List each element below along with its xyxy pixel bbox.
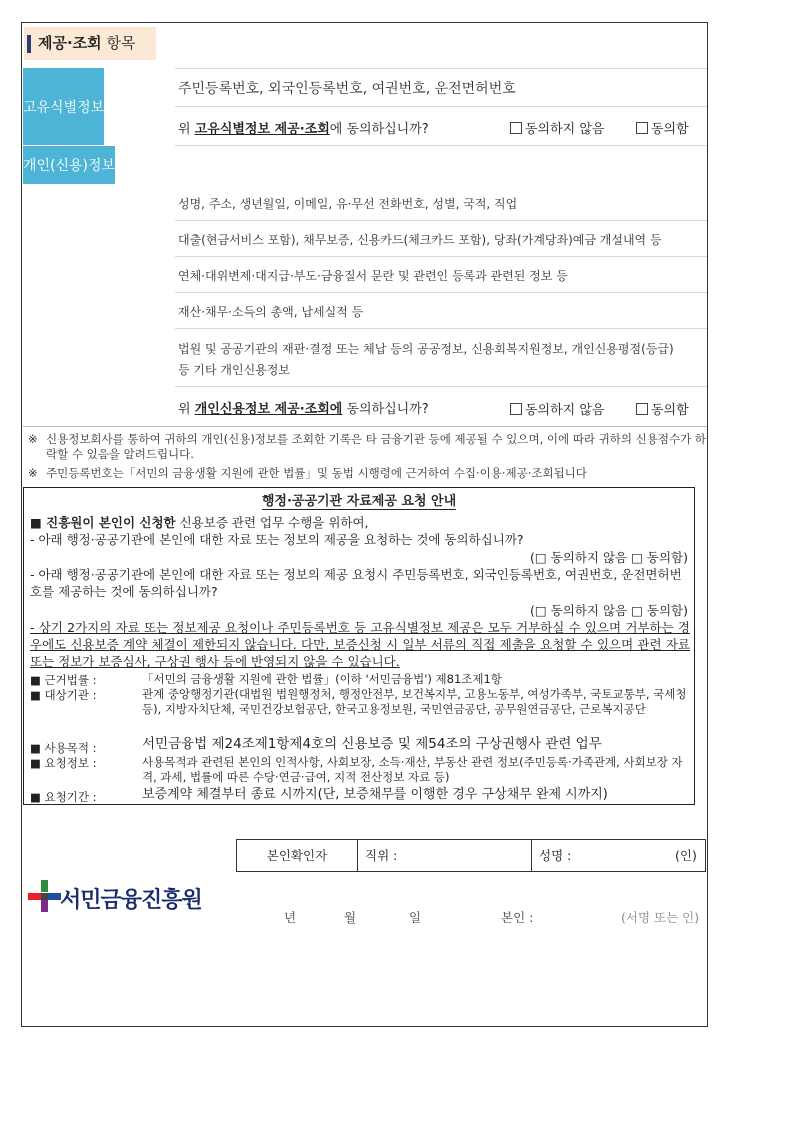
title-bar <box>27 35 31 53</box>
field-value-requested-info: 사용목적과 관련된 본인의 인적사항, 사회보장, 소득·재산, 부동산 관련 정보(주민등록·가족관계, 사회보장 자격, 과세, 법률에 따른 수당·연금·급여, 지적 전산정보 자료 등) <box>142 755 683 784</box>
position-field[interactable]: 직위 : <box>365 848 398 863</box>
unique-id-question: 위 고유식별정보 제공·조회에 동의하십니까? <box>178 122 429 137</box>
field-label-agencies: ■ 대상기관 : <box>30 688 97 702</box>
divider <box>23 426 707 427</box>
section-title <box>24 27 156 60</box>
row-label-credit-judgement: 신용도판단정보 <box>57 265 160 283</box>
name-field[interactable]: 성명 : <box>539 848 572 863</box>
unique-disagree-checkbox[interactable]: 동의하지 않음 <box>510 118 604 137</box>
row-label-credit-trade: 신용거래정보 <box>57 229 147 247</box>
logo-text: 서민금융진흥원 <box>60 888 202 913</box>
date-day-label[interactable]: 일 <box>409 910 422 925</box>
identity-confirmer-label: 본인확인자 <box>266 848 328 863</box>
divider <box>175 292 707 293</box>
guide-question-2: - 아래 행정·공공기관에 본인에 대한 자료 또는 정보의 제공 요청시 주민등록번호, 외국인등록번호, 여권번호, 운전면허번호를 제공하는 것에 동의하십니까? <box>30 567 682 599</box>
divider <box>175 328 707 329</box>
personal-info-label: 개인(신용)정보 <box>23 146 115 184</box>
section-title-bold: 제공·조회 <box>38 34 102 52</box>
field-value-purpose: 서민금융법 제24조제1항제4호의 신용보증 및 제54조의 구상권행사 관련 업무 <box>142 736 602 752</box>
seal-mark: (인) <box>675 848 697 863</box>
row-text-general: 성명, 주소, 생년월일, 이메일, 유·무선 전화번호, 성별, 국적, 직업 <box>178 197 518 211</box>
divider <box>175 106 707 107</box>
row-text-public-2: 등 기타 개인신용정보 <box>178 363 290 377</box>
divider <box>175 256 707 257</box>
unique-id-items: 주민등록번호, 외국인등록번호, 여권번호, 운전면허번호 <box>178 81 516 97</box>
guide-question-1-answer[interactable]: (□ 동의하지 않음 □ 동의함) <box>530 550 688 565</box>
field-value-law: 「서민의 금융생활 지원에 관한 법률」(이하 '서민금융법') 제81조제1항 <box>142 672 502 686</box>
public-agency-guide-box <box>23 487 695 805</box>
signature-hint[interactable]: (서명 또는 인) <box>621 910 700 925</box>
field-value-agencies: 관계 중앙행정기관(대법원 법원행정처, 행정안전부, 보건복지부, 고용노동부, 여성가족부, 국토교통부, 국세청 등), 지방자치단체, 국민건강보험공단, 한국고용정보원, 국민연금공단, 공무원연금공단, 근로복지공단 <box>142 687 687 716</box>
row-label-public: 공공정보 등 <box>57 348 139 366</box>
date-year-label[interactable]: 년 <box>284 910 297 925</box>
guide-question-1: - 아래 행정·공공기관에 본인에 대한 자료 또는 정보의 제공을 요청하는 것에 동의하십니까? <box>30 532 524 547</box>
field-label-purpose: ■ 사용목적 : <box>30 741 97 755</box>
guide-question-2-answer[interactable]: (□ 동의하지 않음 □ 동의함) <box>530 603 688 618</box>
divider <box>175 220 707 221</box>
guide-refusal-notice: - 상기 2가지의 자료 또는 정보제공 요청이나 주민등록번호 등 고유식별정보 제공은 모두 거부하실 수 있으며 거부하는 경우에도 신용보증 계약 체결이 제한되지 않습니다. 다만, 보증신청 시 일부 서류의 직접 제출을 요청할 수 있으며 관련 자료 또는 정보가 보증심사, 구상권 행사 등에 반영되지 않을 수 있습니다. <box>30 620 690 669</box>
row-label-credit-ability: 신용능력정보 <box>57 301 147 319</box>
field-value-period: 보증계약 체결부터 종료 시까지(단, 보증채무를 이행한 경우 구상채무 완제 시까지) <box>142 787 608 802</box>
date-month-label[interactable]: 월 <box>344 910 357 925</box>
row-label-general: 일반개인정보 <box>57 193 147 211</box>
divider <box>175 145 707 146</box>
divider <box>175 386 707 387</box>
row-text-public: 법원 및 공공기관의 재판·결정 또는 체납 등의 공공정보, 신용회복지원정보, 개인신용평점(등급) <box>178 342 674 356</box>
identity-confirmer-table <box>236 839 706 872</box>
applicant-label: 본인 : <box>501 910 534 925</box>
note-resident-number: ※ 주민등록번호는「서민의 금융생활 지원에 관한 법률」및 동법 시행령에 근거하여 수집·이용·제공·조회됩니다 <box>28 466 587 480</box>
note-credit-inquiry: ※ 신용정보회사를 통하여 귀하의 개인(신용)정보를 조회한 기록은 타 금융기관 등에 제공될 수 있으며, 이에 따라 귀하의 신용점수가 하락할 수 있음을 알려드립니다. <box>28 432 706 461</box>
guide-title: 행정·공공기관 자료제공 요청 안내 <box>261 494 457 509</box>
field-label-law: ■ 근거법률 : <box>30 673 97 687</box>
guide-intro: ■ 진흥원이 본인이 신청한 신용보증 관련 업무 수행을 위하여, <box>30 515 369 530</box>
personal-disagree-checkbox[interactable]: 동의하지 않음 <box>510 399 604 418</box>
personal-agree-checkbox[interactable]: 동의함 <box>636 399 689 418</box>
personal-info-question: 위 개인신용정보 제공·조회에 동의하십니까? <box>178 402 429 417</box>
unique-agree-checkbox[interactable]: 동의함 <box>636 118 689 137</box>
field-label-requested-info: ■ 요청정보 : <box>30 756 97 770</box>
row-text-credit-judgement: 연체·대위변제·대지급·부도·금융질서 문란 및 관련인 등록과 관련된 정보 등 <box>178 269 568 283</box>
cell-divider <box>531 840 532 871</box>
cell-divider <box>357 840 358 871</box>
row-text-credit-ability: 재산·채무·소득의 총액, 납세실적 등 <box>178 305 364 319</box>
divider <box>175 68 707 69</box>
unique-id-label: 고유식별정보 <box>23 68 104 145</box>
field-label-period: ■ 요청기간 : <box>30 790 97 804</box>
row-text-credit-trade: 대출(현금서비스 포함), 채무보증, 신용카드(체크카드 포함), 당좌(가계당좌)예금 개설내역 등 <box>178 233 662 247</box>
section-title-rest: 항목 <box>101 34 136 52</box>
